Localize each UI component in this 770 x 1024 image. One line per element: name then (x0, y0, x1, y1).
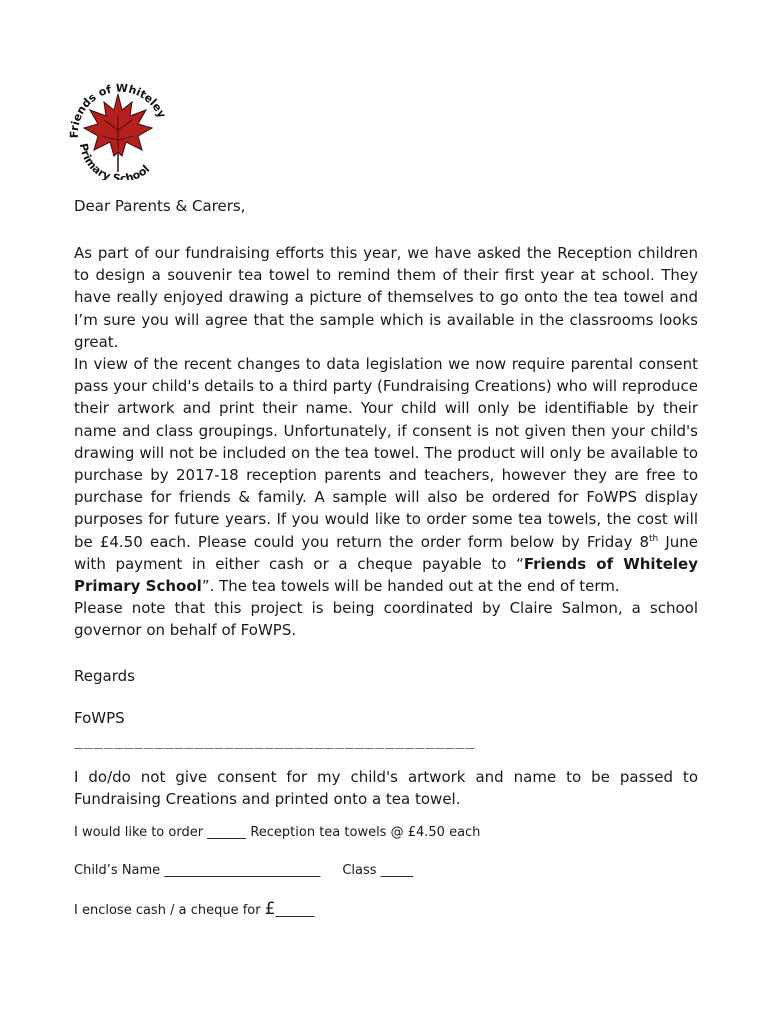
paragraph-1: As part of our fundraising efforts this year, we have asked the Reception children to design a souvenir tea towel to remind them of their first year at school. They have really enjoyed drawing a picture of themselves to go onto the tea towel and I’m sure you will agree that the sample which is available in the classrooms looks great. (74, 244, 698, 351)
payment-text: I enclose cash / a cheque for (74, 902, 265, 918)
regards-text: Regards (74, 666, 135, 685)
logo-arc-bottom-text: Primary School (76, 142, 153, 180)
salutation: Dear Parents & Carers, (74, 197, 246, 215)
child-details-line (74, 862, 698, 880)
maple-leaf-logo-icon (66, 80, 170, 180)
paragraph-2-part-b: June with payment in either cash or a cheque payable to “ (74, 532, 698, 573)
paragraph-2 (74, 353, 698, 597)
cheque-payee: Friends of Whiteley Primary School (74, 554, 699, 596)
payment-amount-blank: ______ (275, 902, 315, 918)
consent-text-a: I do/do not give consent for my child's artwork and name to be passed to (74, 767, 698, 786)
logo-arc-top-text: Friends of Whiteley (67, 81, 169, 139)
letter-body (74, 196, 698, 920)
class-field: Class _____ (342, 862, 414, 878)
sender-name: FoWPS (74, 708, 125, 727)
paragraph-2-part-c: ”. The tea towels will be handed out at the end of term. (201, 577, 620, 596)
consent-text-b: Fundraising Creations (74, 789, 237, 808)
cut-line-divider: ________________________________________ (74, 730, 476, 749)
consent-text-c: and printed onto a tea towel. (236, 789, 461, 808)
paragraph-3: Please note that this project is being coordinated by Claire Salmon, a school governor on behalf of FoWPS. (74, 599, 698, 640)
pound-sign: £ (264, 898, 276, 919)
paragraph-2-part-a: In view of the recent changes to data legislation we now require parental consent pass your child's details to a third party (Fundraising Creations) who will reproduce their artwork and print their name. Your child will only be identifiable by their name and class groupings. Unfortunately, if consent is not given then your child's drawing will not be included on the tea towel. The product will only be available to purchase by 2017-18 reception parents and teachers, however they are free to purchase for friends & family. A sample will also be ordered for FoWPS display purposes for future years. If you would like to order some tea towels, the cost will be £4.50 each. Please could you return the order form below by Friday 8 (74, 355, 698, 551)
school-logo (66, 80, 170, 180)
child-name-field: Child’s Name ________________________ (74, 862, 321, 878)
payment-line (74, 900, 698, 920)
consent-statement (74, 766, 698, 810)
order-quantity-line: I would like to order ______ Reception tea towels @ £4.50 each (74, 824, 481, 840)
date-ordinal-suffix: th (649, 533, 659, 544)
